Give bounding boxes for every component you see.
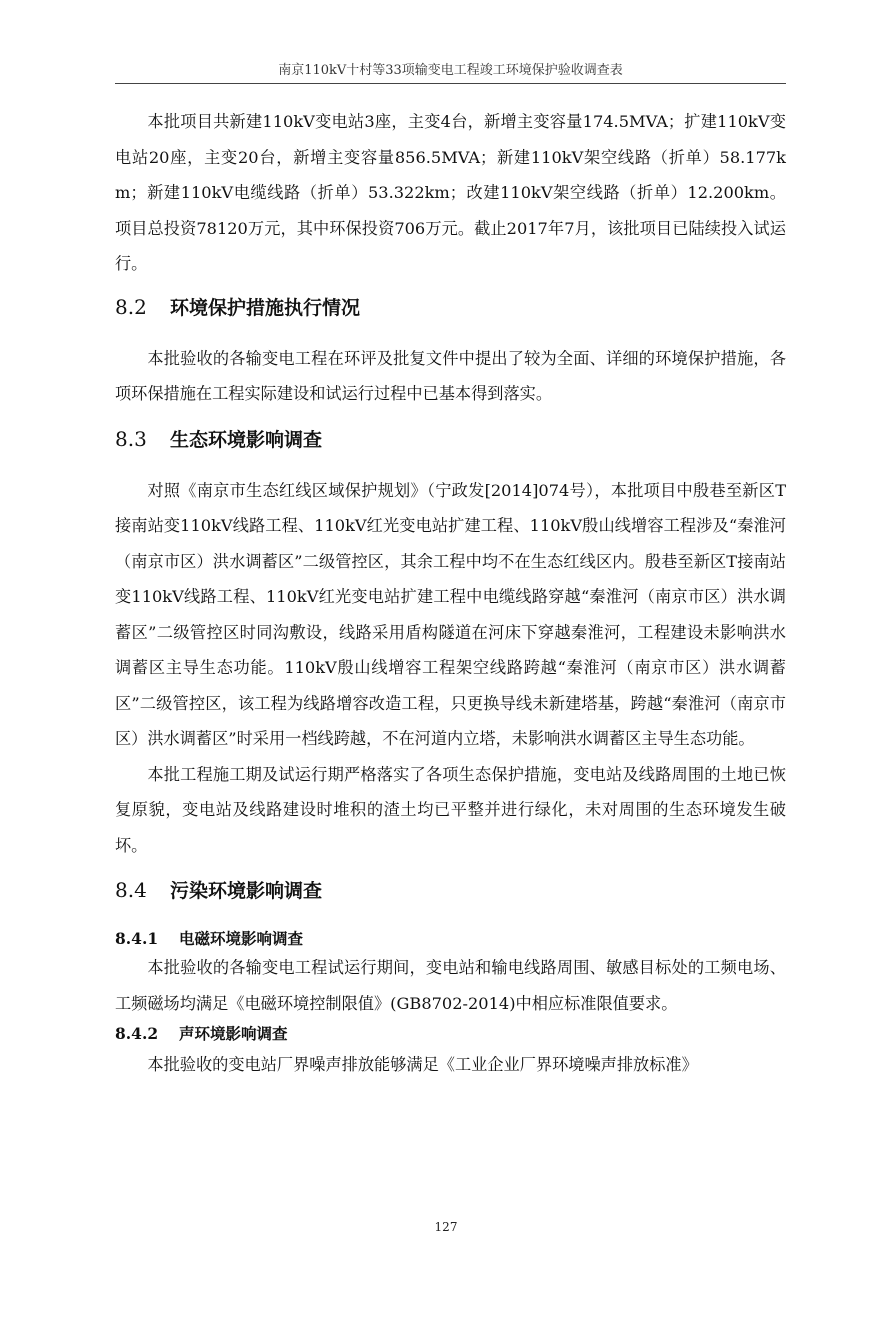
- section-number: 8.3: [115, 426, 147, 451]
- section-8-4-2-paragraph: 本批验收的变电站厂界噪声排放能够满足《工业企业厂界环境噪声排放标准》: [147, 1055, 698, 1074]
- running-header: 南京110kV十村等33项输变电工程竣工环境保护验收调查表: [278, 63, 623, 78]
- section-title: 生态环境影响调查: [170, 428, 323, 451]
- section-8-4-1-paragraph: 本批验收的各输变电工程试运行期间，变电站和输电线路周围、敏感目标处的工频电场、工频磁场均满足《电磁环境控制限值》(GB8702-2014)中相应标准限值要求。: [115, 958, 786, 1013]
- subsection-title: 声环境影响调查: [179, 1025, 288, 1043]
- section-8-3-paragraph-1: 对照《南京市生态红线区域保护规划》（宁政发[2014]074号），本批项目中殷巷至新区T接南站变110kV线路工程、110kV红光变电站扩建工程、110kV殷山线增容工程涉及“秦淮河（南京市区）洪水调蓄区”二级管控区，其余工程中均不在生态红线区内。殷巷至新区T接南站变110kV线路工程、110kV红光变电站扩建工程中电缆线路穿越“秦淮河（南京市区）洪水调蓄区”二级管控区时同沟敷设，线路采用盾构隧道在河床下穿越秦淮河，工程建设未影响洪水调蓄区主导生态功能。110kV殷山线增容工程架空线路跨越“秦淮河（南京市区）洪水调蓄区”二级管控区，该工程为线路增容改造工程，只更换导线未新建塔基，跨越“秦淮河（南京市区）洪水调蓄区”时采用一档线跨越，不在河道内立塔，未影响洪水调蓄区主导生态功能。: [115, 480, 786, 748]
- section-title: 污染环境影响调查: [170, 880, 323, 902]
- section-8-4-2-heading: [115, 1023, 786, 1045]
- document-page: [0, 62, 892, 1324]
- header-rule: [115, 83, 786, 84]
- section-number: 8.4: [115, 878, 147, 902]
- subsection-title: 电磁环境影响调查: [179, 930, 304, 948]
- section-8-2-heading: [115, 294, 786, 321]
- section-title: 环境保护措施执行情况: [170, 296, 361, 319]
- section-8-3-paragraph-2: 本批工程施工期及试运行期严格落实了各项生态保护措施，变电站及线路周围的土地已恢复原貌，变电站及线路建设时堆积的渣土均已平整并进行绿化，未对周围的生态环境发生破坏。: [115, 764, 786, 855]
- section-8-3-heading: [115, 426, 786, 453]
- section-8-2-paragraph: 本批验收的各输变电工程在环评及批复文件中提出了较为全面、详细的环境保护措施，各项环保措施在工程实际建设和试运行过程中已基本得到落实。: [115, 348, 786, 403]
- page-number: 127: [434, 1220, 458, 1234]
- subsection-number: 8.4.2: [115, 1024, 159, 1043]
- section-number: 8.2: [115, 294, 147, 319]
- section-8-4-heading: [115, 877, 786, 904]
- section-8-4-1-heading: [115, 928, 786, 950]
- subsection-number: 8.4.1: [115, 929, 159, 948]
- intro-paragraph: 本批项目共新建110kV变电站3座，主变4台，新增主变容量174.5MVA；扩建110kV变电站20座，主变20台，新增主变容量856.5MVA；新建110kV架空线路（折单）58.177km；新建110kV电缆线路（折单）53.322km；改建110kV架空线路（折单）12.200km。项目总投资78120万元，其中环保投资706万元。截止2017年7月，该批项目已陆续投入试运行。: [115, 112, 786, 273]
